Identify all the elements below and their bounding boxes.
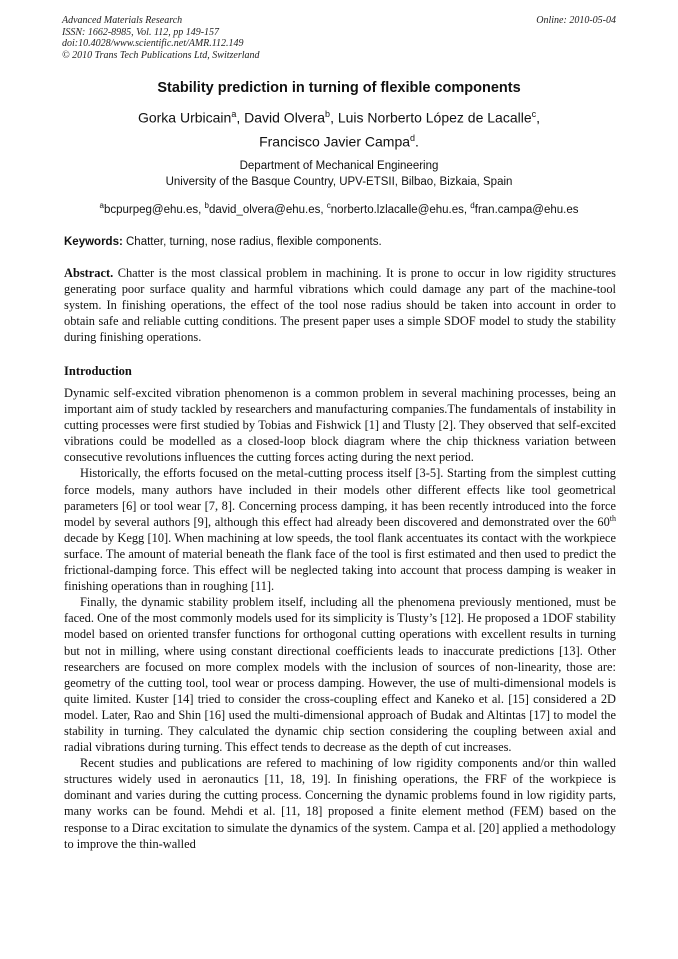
affiliation-department: Department of Mechanical Engineering bbox=[239, 160, 439, 172]
author-name: Luis Norberto López de Lacalle bbox=[337, 109, 532, 126]
journal-name: Advanced Materials Research bbox=[62, 15, 183, 26]
author-separator: , bbox=[536, 109, 541, 126]
paragraph: Finally, the dynamic stability problem itself, including all the phenomena previously mentioned, must be faced. One of the most commonly models used for its simplicity is Tlusty’s [12]. He proposed a 1DOF stability model based on oriented transfer functions for orthogonal cutting operations with excellent results in turning but not in milling, where using constant directional coefficients leads to inaccurate predictions [13]. Other researchers are focused on more complex models with the inclusion of sources of non-linearity, those are: geometry of the cutting tool, tool wear or process damping. However, the use of multi-dimensional models is quite limited. Kuster [14] tried to consider the cross-coupling effect and Kaneko et al. [15] considered a 2D model. Later, Rao and Shin [16] used the multi-dimensional approach of Budak and Altintas [17] to model the stability in turning. They calculated the dynamic chip section considering the coupling between axial and radial vibrations during turning. This effect tends to decrease as the depth of cut increases. bbox=[64, 595, 616, 755]
abstract bbox=[64, 265, 616, 345]
abstract-label: Abstract. bbox=[64, 266, 114, 280]
paragraph-text: decade by Kegg [10]. When machining at low speeds, the tool flank accentuates its contact with the workpiece surface. The amount of material beneath the flank face of the tool is first estimated and then used to predict the frictional-damping force. This effect will be neglected taking into account that process damping is weaker in finishing operations than in roughing [11]. bbox=[64, 530, 616, 594]
email-address: norberto.lzlacalle@ehu.es, bbox=[330, 203, 471, 216]
author-name: Francisco Javier Campa bbox=[259, 133, 411, 150]
author-affil-mark: a bbox=[231, 109, 237, 119]
paragraph: Dynamic self-excited vibration phenomenon is a common problem in several machining processes, being an important aim of study tackled by researchers and manufacturing companies.The fundamentals of instability in cutting processes were first studied by Tobias and Fishwick [1] and Tlusty [2]. They observed that self-excited vibrations could be modelled as a closed-loop block diagram where the chip thickness variation between consecutive revolutions influences the cutting forces acting during the next period. bbox=[64, 386, 616, 465]
author-affil-mark: c bbox=[531, 109, 537, 119]
copyright-line: © 2010 Trans Tech Publications Ltd, Switzerland bbox=[62, 49, 260, 61]
email-address: bcpurpeg@ehu.es, bbox=[103, 203, 205, 216]
journal-header bbox=[62, 15, 616, 61]
introduction-body bbox=[64, 385, 616, 852]
paragraph-text: Historically, the efforts focused on the metal-cutting process itself [3-5]. Starting from the simplest cutting force models, many authors have included in their models other different effects like tool geometrical parameters [6] or tool wear [7, 8]. Concerning process damping, it has been recently introduced into the force model by several authors [9], although this effect had already been discovered and demonstrated over the 60 bbox=[64, 466, 616, 529]
affiliation bbox=[0, 158, 678, 190]
paragraph bbox=[64, 465, 616, 594]
email-address: david_olvera@ehu.es, bbox=[208, 203, 327, 216]
paragraph: Recent studies and publications are refered to machining of low rigidity components and/or thin walled structures widely used in aeronautics [11, 18, 19]. In finishing operations, the FRF of the workpiece is dominant and varies during the cutting process. Concerning the dynamic problems found in low rigidity parts, many works can be found. Mehdi et al. [11, 18] proposed a finite element method (FEM) based on the response to a Dirac excitation to simulate the dynamics of the system. Campa et al. [20] applied a methodology to improve the thin-walled bbox=[64, 756, 616, 851]
issn-line: ISSN: 1662-8985, Vol. 112, pp 149-157 bbox=[62, 26, 220, 38]
author-separator: , bbox=[330, 109, 338, 126]
keywords-label: Keywords: bbox=[64, 236, 123, 248]
email-mark: a bbox=[99, 201, 104, 210]
author-list-end: . bbox=[415, 133, 419, 150]
author-list bbox=[0, 104, 678, 151]
affiliation-university: University of the Basque Country, UPV-ETSII, Bilbao, Bizkaia, Spain bbox=[165, 176, 513, 188]
online-date: Online: 2010-05-04 bbox=[536, 15, 616, 26]
email-mark: c bbox=[326, 201, 331, 210]
email-mark: d bbox=[470, 201, 475, 210]
keywords-text: Chatter, turning, nose radius, flexible components. bbox=[122, 236, 382, 248]
keywords bbox=[64, 236, 614, 248]
ordinal-suffix: th bbox=[609, 513, 616, 523]
doi-line: doi:10.4028/www.scientific.net/AMR.112.149 bbox=[62, 38, 244, 49]
author-affil-mark: d bbox=[410, 132, 416, 143]
author-separator: , bbox=[236, 109, 245, 126]
section-heading-introduction: Introduction bbox=[64, 364, 132, 378]
email-list bbox=[0, 201, 678, 216]
paper-title: Stability prediction in turning of flexible components bbox=[157, 80, 521, 96]
author-name: Gorka Urbicain bbox=[137, 109, 232, 126]
email-mark: b bbox=[204, 201, 209, 210]
email-address: fran.campa@ehu.es bbox=[474, 203, 579, 216]
author-name: David Olvera bbox=[244, 109, 326, 126]
author-affil-mark: b bbox=[325, 109, 331, 119]
abstract-text: Chatter is the most classical problem in machining. It is prone to occur in low rigidity structures generating poor surface quality and harmful vibrations which could damage any part of the machine-tool system. In finishing operations, the effect of the tool nose radius should be taken into account in order to obtain safe and reliable cutting conditions. The present paper uses a simple SDOF model to study the stability during finishing operations. bbox=[64, 266, 616, 345]
